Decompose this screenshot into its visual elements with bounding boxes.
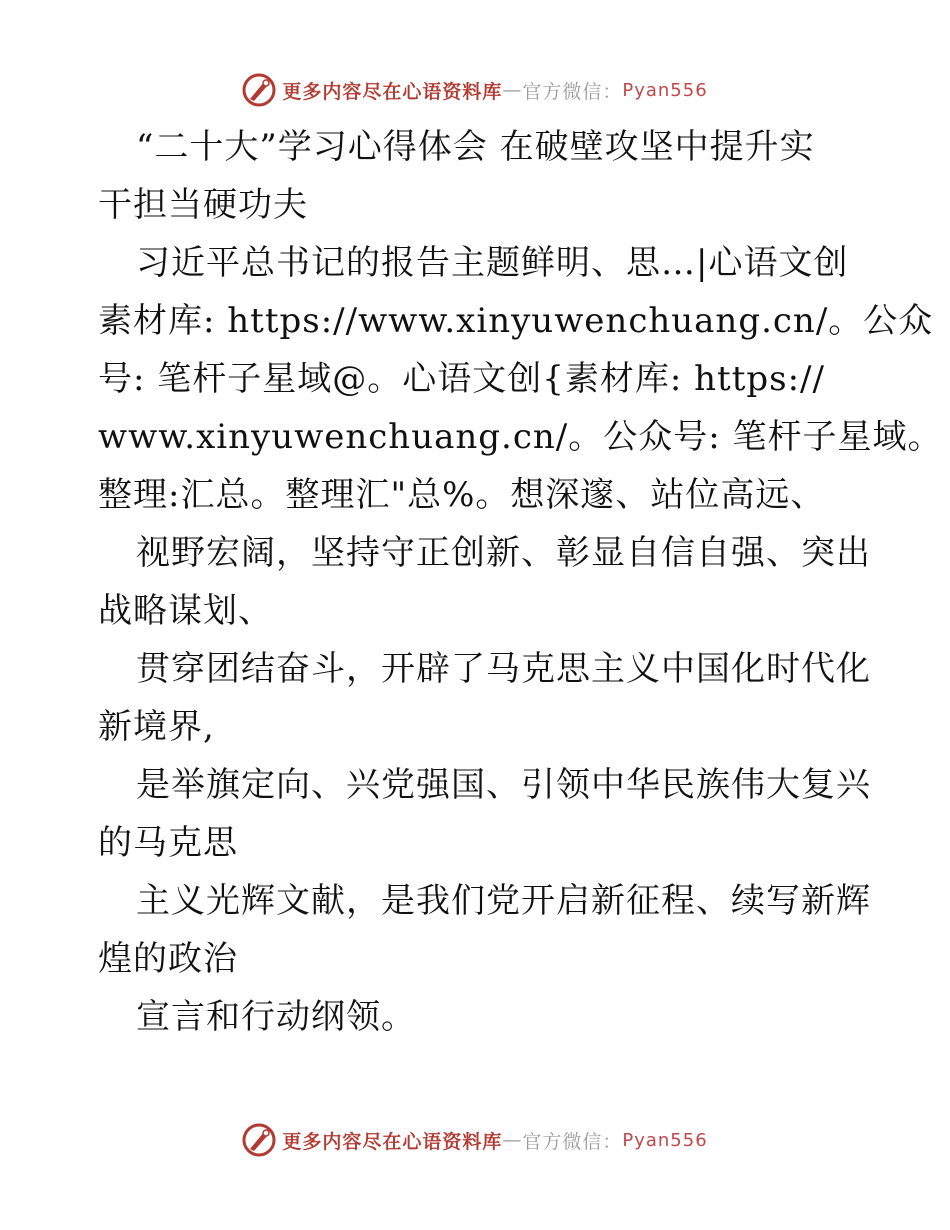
banner-dash: — — [502, 1129, 523, 1151]
footer-watermark-banner — [0, 1120, 950, 1160]
text-line: 战略谋划、 — [98, 591, 273, 631]
text-line: 新境界, — [98, 707, 215, 747]
brand-text: 更多内容尽在心语资料库 — [282, 80, 503, 103]
brand-text: 更多内容尽在心语资料库 — [282, 1130, 503, 1153]
header-watermark-banner — [0, 70, 950, 110]
text-line: 素材库: https://www.xinyuwenchuang.cn/。公众 — [98, 301, 934, 341]
title-line-1: “二十大”学习心得体会 在破壁攻坚中提升实 — [136, 127, 815, 167]
text-line: 习近平总书记的报告主题鲜明、思…|心语文创 — [136, 243, 849, 283]
wechat-id: Pyan556 — [622, 79, 708, 101]
pen-logo-icon — [242, 1123, 276, 1157]
text-line: 视野宏阔，坚持守正创新、彰显自信自强、突出 — [136, 533, 871, 573]
banner-dash: — — [502, 79, 523, 101]
text-line: 宣言和行动纲领。 — [136, 997, 416, 1037]
text-line: 煌的政治 — [98, 939, 238, 979]
text-line: 贯穿团结奋斗，开辟了马克思主义中国化时代化 — [136, 649, 871, 689]
title-line-2: 干担当硬功夫 — [98, 185, 308, 225]
wechat-label: 官方微信： — [522, 80, 623, 103]
document-body — [98, 118, 943, 1046]
text-line: 整理:汇总。整理汇"总%。想深邃、站位高远、 — [98, 475, 826, 515]
wechat-id: Pyan556 — [622, 1129, 708, 1151]
wechat-label: 官方微信： — [522, 1130, 623, 1153]
pen-logo-icon — [242, 73, 276, 107]
text-line: 是举旗定向、兴党强国、引领中华民族伟大复兴 — [136, 765, 871, 805]
text-line: 主义光辉文献，是我们党开启新征程、续写新辉 — [136, 881, 871, 921]
text-line: 号: 笔杆子星域@。心语文创{素材库: https:// — [98, 359, 825, 399]
text-line: www.xinyuwenchuang.cn/。公众号: 笔杆子星域。 — [98, 417, 943, 457]
text-line: 的马克思 — [98, 823, 238, 863]
